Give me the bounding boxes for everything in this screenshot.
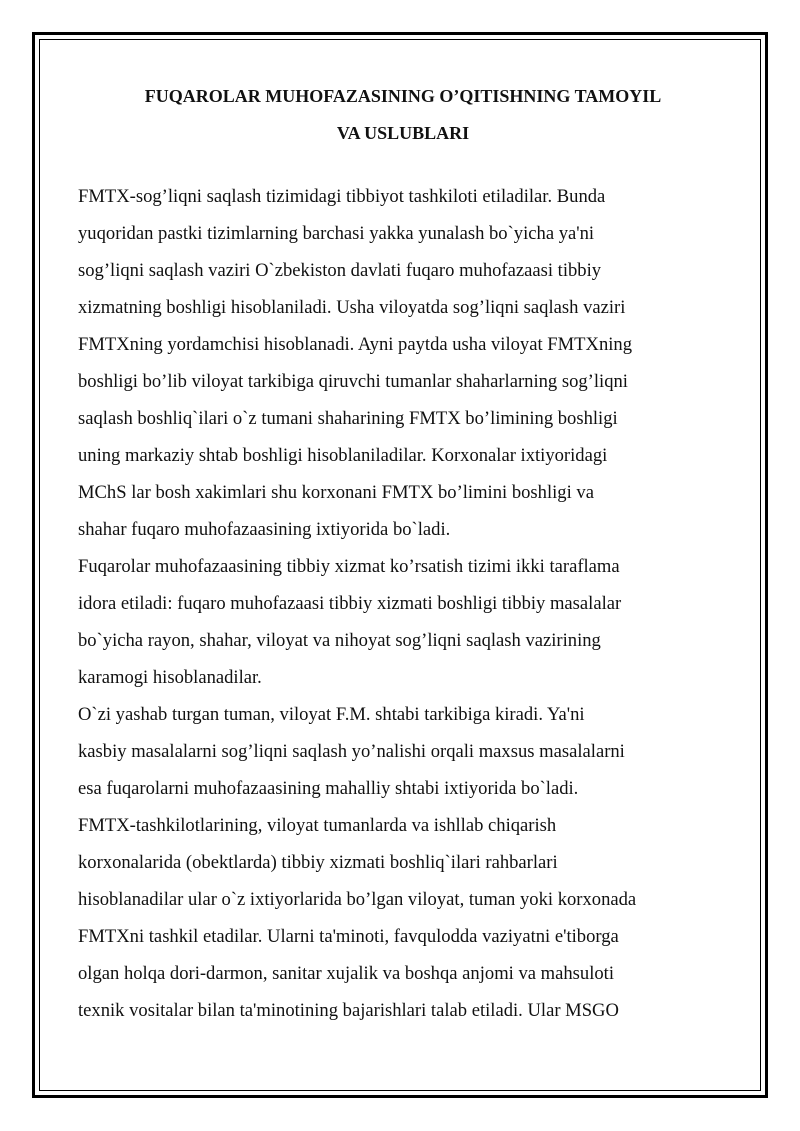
text-line: MChS lar bosh xakimlari shu korxonani FMTX bo’limini boshligi va: [78, 482, 594, 503]
text-line: texnik vositalar bilan ta'minotining bajarishlari talab etiladi. Ular MSGO: [78, 1000, 619, 1021]
text-line: kasbiy masalalarni sog’liqni saqlash yo’nalishi orqali maxsus masalalarni: [78, 741, 625, 762]
document-body: [78, 78, 728, 1029]
text-line: karamogi hisoblanadilar.: [78, 667, 262, 688]
text-line: sog’liqni saqlash vaziri O`zbekiston davlati fuqaro muhofazaasi tibbiy: [78, 260, 602, 281]
text-line: FMTX-tashkilotlarining, viloyat tumanlarda va ishllab chiqarish: [78, 815, 557, 836]
text-line: FMTXning yordamchisi hisoblanadi. Ayni paytda usha viloyat FMTXning: [78, 334, 632, 355]
paragraph-1: [78, 178, 728, 548]
text-line: yuqoridan pastki tizimlarning barchasi yakka yunalash bo`yicha ya'ni: [78, 223, 595, 244]
text-line: FMTX-sog’liqni saqlash tizimidagi tibbiyot tashkiloti etiladilar. Bunda: [78, 186, 606, 207]
text-line: bo`yicha rayon, shahar, viloyat va nihoyat sog’liqni saqlash vazirining: [78, 630, 601, 651]
text-line: shahar fuqaro muhofazaasining ixtiyorida bo`ladi.: [78, 519, 451, 540]
title-line: VA USLUBLARI: [336, 123, 470, 143]
paragraph-2: [78, 548, 728, 696]
text-line: korxonalarida (obektlarda) tibbiy xizmati boshliq`ilari rahbarlari: [78, 852, 558, 873]
text-line: O`zi yashab turgan tuman, viloyat F.M. shtabi tarkibiga kiradi. Ya'ni: [78, 704, 585, 725]
title-line: FUQAROLAR MUHOFAZASINING O’QITISHNING TAMOYIL: [144, 86, 662, 106]
text-line: uning markaziy shtab boshligi hisoblaniladilar. Korxonalar ixtiyoridagi: [78, 445, 608, 466]
text-line: olgan holqa dori-darmon, sanitar xujalik va boshqa anjomi va mahsuloti: [78, 963, 615, 984]
text-line: FMTXni tashkil etadilar. Ularni ta'minoti, favqulodda vaziyatni e'tiborga: [78, 926, 619, 947]
text-line: idora etiladi: fuqaro muhofazaasi tibbiy xizmati boshligi tibbiy masalalar: [78, 593, 622, 614]
text-line: xizmatning boshligi hisoblaniladi. Usha viloyatda sog’liqni saqlash vaziri: [78, 297, 626, 318]
text-line: hisoblanadilar ular o`z ixtiyorlarida bo’lgan viloyat, tuman yoki korxonada: [78, 889, 637, 910]
text-line: esa fuqarolarni muhofazaasining mahalliy shtabi ixtiyorida bo`ladi.: [78, 778, 579, 799]
text-line: saqlash boshliq`ilari o`z tumani shaharining FMTX bo’limining boshligi: [78, 408, 618, 429]
paragraph-3: [78, 696, 728, 1029]
text-line: Fuqarolar muhofazaasining tibbiy xizmat ko’rsatish tizimi ikki taraflama: [78, 556, 620, 577]
text-line: boshligi bo’lib viloyat tarkibiga qiruvchi tumanlar shaharlarning sog’liqni: [78, 371, 628, 392]
document-title: [78, 78, 728, 152]
